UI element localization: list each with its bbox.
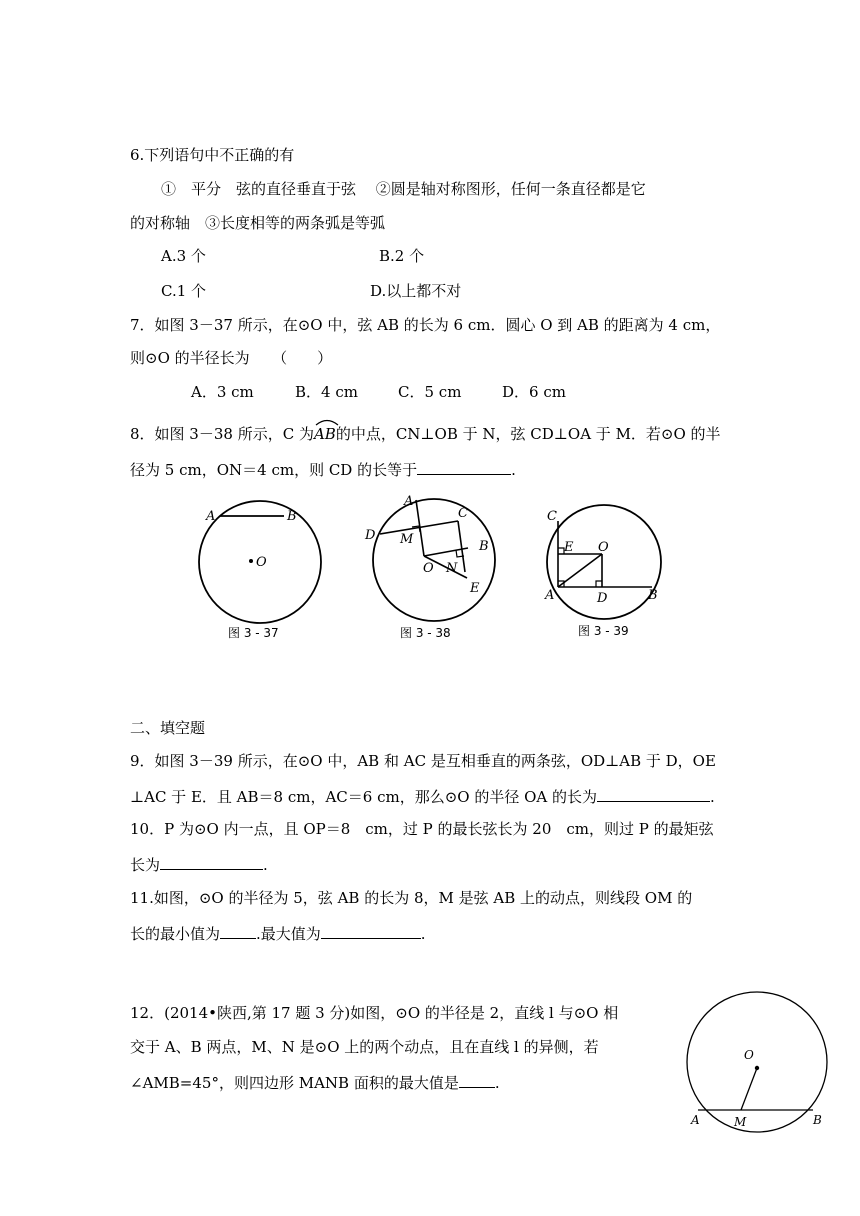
q8-line1	[130, 424, 721, 444]
q8-line2	[130, 458, 516, 480]
q7-option-b: B．4 cm	[295, 383, 358, 401]
fig38-label-c: C	[458, 506, 468, 521]
q12-answer-blank[interactable]	[459, 1071, 495, 1088]
q10-answer-blank[interactable]	[160, 853, 263, 870]
fig39-label-d: D	[597, 591, 608, 606]
fig38-label-b: B	[479, 539, 489, 554]
fig12-label-b: B	[813, 1113, 822, 1127]
fig39-right-angle-d	[596, 581, 602, 587]
fig39-label-c: C	[547, 509, 557, 524]
q9-line2-end: .	[710, 788, 715, 806]
fig39-label-e: E	[564, 540, 574, 555]
fig12-label-m: M	[734, 1115, 747, 1129]
fig37-label-b: B	[287, 509, 297, 524]
q8-line1-end: 的中点，CN⊥OB 于 N，弦 CD⊥OA 于 M．若⊙O 的半	[335, 425, 721, 443]
q6-option-a: A.3 个	[161, 247, 206, 265]
q12-line2: 交于 A、B 两点，M、N 是⊙O 上的两个动点，且在直线 l 的异侧，若	[130, 1038, 599, 1056]
q9-line1: 9．如图 3－39 所示，在⊙O 中，AB 和 AC 是互相垂直的两条弦，OD⊥AB 于 D，OE	[130, 752, 716, 770]
q10-line2-end: .	[263, 856, 268, 874]
fig38-label-n: N	[446, 561, 458, 576]
fig39-label-o: O	[598, 540, 609, 555]
q11-line2	[130, 922, 426, 944]
fig38-label-m: M	[400, 532, 414, 547]
q9-answer-blank[interactable]	[597, 785, 710, 802]
q11-min-blank[interactable]	[220, 922, 256, 939]
q12-line3	[130, 1071, 500, 1093]
q11-line2-text: 长的最小值为	[130, 925, 221, 943]
q8-answer-blank[interactable]	[417, 458, 511, 475]
fig38-caption: 图 3 - 38	[400, 626, 451, 640]
fig37-caption: 图 3 - 37	[228, 626, 279, 640]
q8-line2-end: .	[511, 461, 516, 479]
q6-statement-line2: 的对称轴 ③长度相等的两条弧是等弧	[130, 214, 386, 232]
q6-stem: 6.下列语句中不正确的有	[130, 146, 295, 164]
q9-line2	[130, 785, 715, 807]
q10-line2-text: 长为	[130, 856, 161, 874]
fig12-label-a: A	[691, 1113, 700, 1127]
q8-arc-ab	[314, 424, 336, 444]
fig12-segment-om	[741, 1068, 757, 1110]
q7-option-d: D．6 cm	[502, 383, 566, 401]
q6-statement-line1: ① 平分 弦的直径垂直于弦 ②圆是轴对称图形，任何一条直径都是它	[161, 180, 646, 198]
q8-line1-start: 8．如图 3－38 所示，C 为	[130, 425, 314, 443]
q6-option-d: D.以上都不对	[370, 282, 462, 300]
figure-3-37	[190, 500, 330, 650]
q7-option-c: C．5 cm	[398, 383, 462, 401]
q11-max-blank[interactable]	[321, 922, 421, 939]
q12-line3-end: .	[494, 1074, 500, 1092]
q12-line1: 12．(2014•陕西,第 17 题 3 分)如图，⊙O 的半径是 2，直线 l 与⊙O 相	[130, 1004, 619, 1022]
fig12-center-dot	[755, 1066, 759, 1070]
fig37-label-a: A	[206, 509, 216, 524]
fig39-label-b: B	[648, 588, 658, 603]
q11-line2-end: .	[420, 925, 426, 943]
arc-symbol-icon	[314, 418, 340, 426]
q10-line2	[130, 853, 268, 875]
q6-option-c: C.1 个	[161, 282, 207, 300]
q8-arc-label: AB	[313, 425, 336, 443]
fig12-circle	[687, 992, 827, 1132]
q7-line1: 7．如图 3－37 所示，在⊙O 中，弦 AB 的长为 6 cm．圆心 O 到 AB 的距离为 4 cm，	[130, 316, 721, 334]
q12-line3-text: ∠AMB=45°，则四边形 MANB 面积的最大值是	[130, 1074, 459, 1092]
fig38-segment-cn	[458, 521, 465, 572]
figure-3-39	[540, 495, 670, 645]
fig38-circle	[373, 499, 495, 621]
figure-q12	[680, 990, 830, 1140]
q7-line2: 则⊙O 的半径长为 （ ）	[130, 349, 333, 367]
figure-3-38	[360, 492, 510, 642]
q10-line1: 10．P 为⊙O 内一点，且 OP＝8 cm，过 P 的最长弦长为 20 cm，则过 P 的最矩弦	[130, 820, 714, 838]
q6-option-b: B.2 个	[379, 247, 425, 265]
fig37-label-o: O	[256, 555, 267, 570]
q7-option-a: A．3 cm	[191, 383, 254, 401]
fig37-center-dot	[249, 559, 253, 563]
fig39-label-a: A	[545, 588, 555, 603]
section-title: 二、填空题	[130, 719, 206, 737]
fig12-label-o: O	[744, 1048, 754, 1062]
q8-line2-text: 径为 5 cm，ON＝4 cm，则 CD 的长等于	[130, 461, 418, 479]
fig38-label-e: E	[470, 581, 480, 596]
q11-line1: 11.如图，⊙O 的半径为 5，弦 AB 的长为 8，M 是弦 AB 上的动点，则线段 OM 的	[130, 889, 693, 907]
q9-line2-text: ⊥AC 于 E．且 AB＝8 cm，AC＝6 cm，那么⊙O 的半径 OA 的长为	[130, 788, 598, 806]
fig38-label-a: A	[404, 494, 414, 509]
q11-line2-mid: .最大值为	[256, 925, 321, 943]
fig38-label-o: O	[423, 561, 434, 576]
fig39-caption: 图 3 - 39	[578, 624, 629, 638]
fig38-label-d: D	[365, 528, 376, 543]
